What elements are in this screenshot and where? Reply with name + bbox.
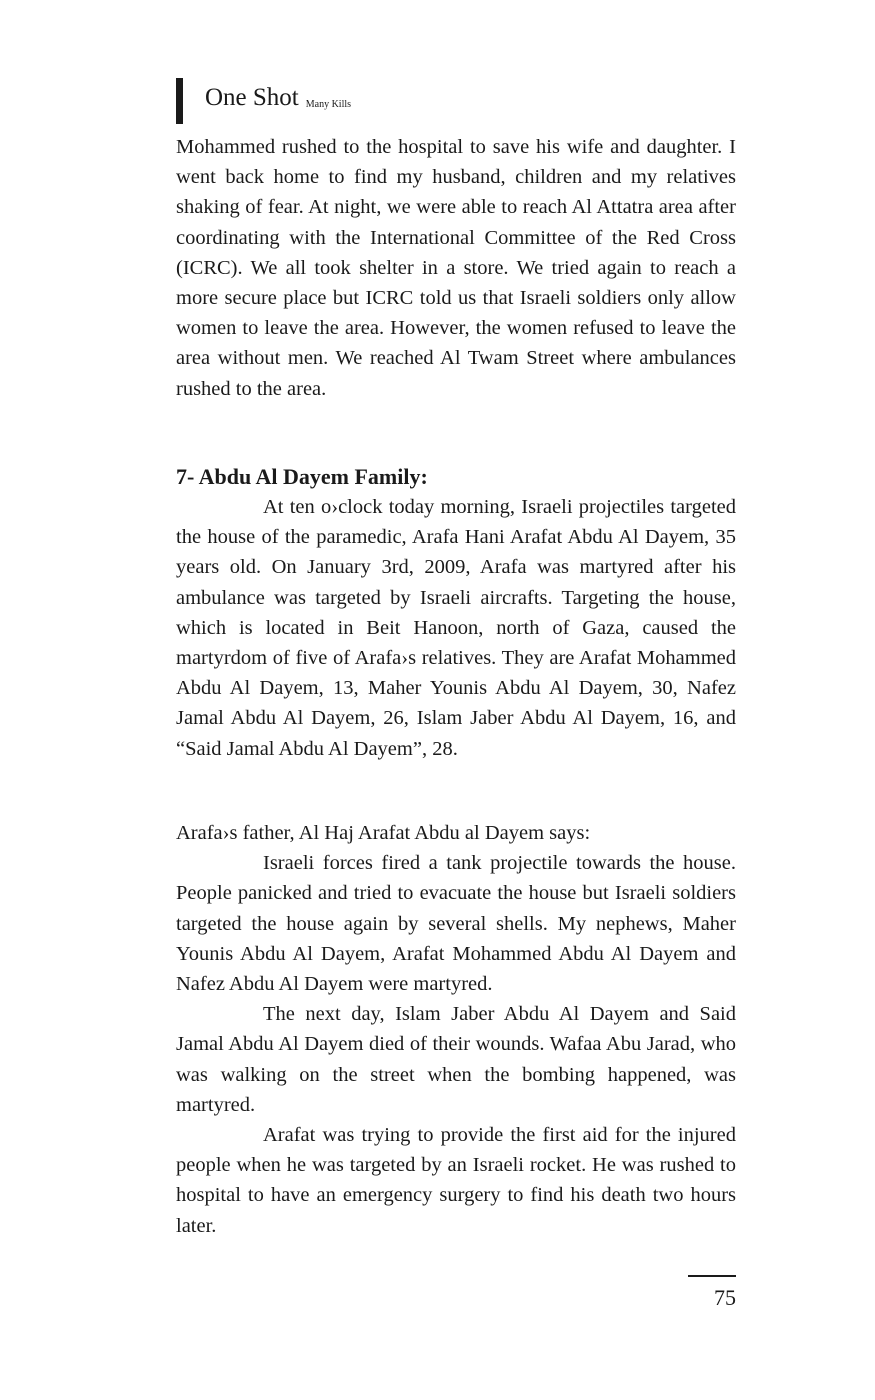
book-title: One Shot bbox=[205, 84, 299, 111]
paragraph: Arafat was trying to provide the first aid for the injured people when he was targeted by an Israeli rocket. He was rushed to hospital to have an emergency surgery to find his death two hours later. bbox=[176, 1124, 736, 1237]
book-subtitle: Many Kills bbox=[305, 99, 352, 110]
section-heading: 7- Abdu Al Dayem Family: bbox=[176, 464, 428, 489]
body-block-1 bbox=[176, 132, 736, 404]
footer-rule bbox=[688, 1275, 736, 1277]
header-bar bbox=[176, 78, 183, 124]
page-number: 75 bbox=[714, 1285, 736, 1310]
body-block-3 bbox=[176, 818, 736, 1241]
body-block-2 bbox=[176, 492, 736, 764]
paragraph: Israeli forces fired a tank projectile towards the house. People panicked and tried to evacuate the house but Israeli soldiers targeted the house again by several shells. My nephews, Maher Younis Abdu Al Dayem, Arafat Mohammed Abdu Al Dayem and Nafez Abdu Al Dayem were martyred. bbox=[176, 852, 736, 996]
paragraph: At ten o›clock today morning, Israeli projectiles targeted the house of the paramedic, Arafa Hani Arafat Abdu Al Dayem, 35 years old. On January 3rd, 2009, Arafa was martyred after his ambulance was targeted by Israeli aircrafts. Targeting the house, which is located in Beit Hanoon, north of Gaza, caused the martyrdom of five of Arafa›s relatives. They are Arafat Mohammed Abdu Al Dayem, 13, Maher Younis Abdu Al Dayem, 30, Nafez Jamal Abdu Al Dayem, 26, Islam Jaber Abdu Al Dayem, 16, and “Said Jamal Abdu Al Dayem”, 28. bbox=[176, 496, 736, 760]
running-header bbox=[176, 78, 351, 124]
quote-intro: Arafa›s father, Al Haj Arafat Abdu al Dayem says: bbox=[176, 822, 591, 844]
paragraph: The next day, Islam Jaber Abdu Al Dayem and Said Jamal Abdu Al Dayem died of their wounds. Wafaa Abu Jarad, who was walking on the street when the bombing happened, was martyred. bbox=[176, 1003, 736, 1116]
paragraph: Mohammed rushed to the hospital to save his wife and daughter. I went back home to find my husband, children and my relatives shaking of fear. At night, we were able to reach Al Attatra area after coordinating with the International Committee of the Red Cross (ICRC). We all took shelter in a store. We tried again to reach a more secure place but ICRC told us that Israeli soldiers only allow women to leave the area. However, the women refused to leave the area without men. We reached Al Twam Street where ambulances rushed to the area. bbox=[176, 136, 736, 400]
